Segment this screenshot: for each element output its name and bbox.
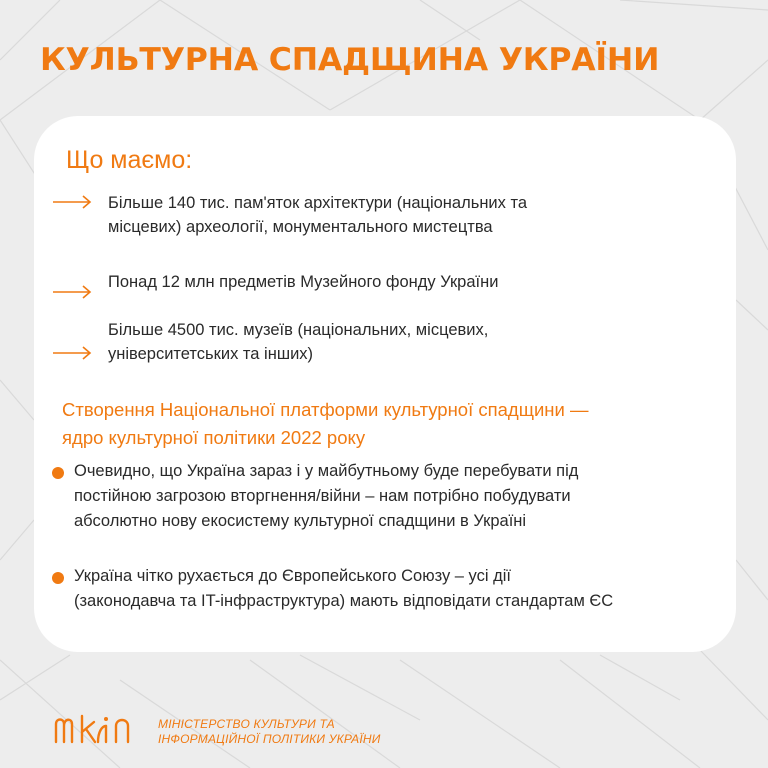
fact-text bbox=[108, 191, 708, 239]
fact-text-line: Більше 140 тис. пам'яток архітектури (національних та bbox=[108, 194, 528, 212]
subheading bbox=[62, 396, 722, 452]
bullet-text-line: абсолютно нову екосистему культурної спадщини в Україні bbox=[74, 512, 527, 530]
bullet-dot-icon bbox=[52, 572, 64, 584]
mkin-logo-icon bbox=[54, 712, 152, 748]
arrow-right-icon bbox=[52, 346, 92, 360]
bullet-text-line: (законодавча та IT-інфраструктура) мають відповідати стандартам ЄС bbox=[74, 592, 614, 610]
fact-text-line: Більше 4500 тис. музеїв (національних, місцевих, bbox=[108, 321, 489, 339]
page-title: КУЛЬТУРНА СПАДЩИНА УКРАЇНИ bbox=[40, 42, 660, 78]
bullet-text-line: Очевидно, що Україна зараз і у майбутньому буде перебувати під bbox=[74, 462, 579, 480]
fact-text-line: Понад 12 млн предметів Музейного фонду України bbox=[108, 273, 499, 291]
arrow-right-icon bbox=[52, 285, 92, 299]
section-heading: Що маємо: bbox=[66, 146, 193, 174]
bullet-dot-icon bbox=[52, 467, 64, 479]
subheading-line: ядро культурної політики 2022 року bbox=[62, 427, 366, 448]
fact-text bbox=[108, 318, 708, 366]
fact-text-line: місцевих) археології, монументального мистецтва bbox=[108, 218, 493, 236]
bullet-text-line: Україна чітко рухається до Європейського Союзу – усі дії bbox=[74, 567, 512, 585]
subheading-line: Створення Національної платформи культурної спадщини — bbox=[62, 399, 589, 420]
bullet-text-line: постійною загрозою вторгнення/війни – нам потрібно побудувати bbox=[74, 487, 571, 505]
bullet-text bbox=[74, 459, 734, 534]
bullet-text bbox=[74, 564, 734, 614]
ministry-name-line: МІНІСТЕРСТВО КУЛЬТУРИ ТА bbox=[158, 717, 335, 731]
fact-text-line: університетських та інших) bbox=[108, 345, 314, 363]
ministry-name bbox=[158, 717, 381, 747]
fact-text bbox=[108, 270, 708, 294]
ministry-name-line: ІНФОРМАЦІЙНОЇ ПОЛІТИКИ УКРАЇНИ bbox=[158, 732, 381, 746]
arrow-right-icon bbox=[52, 195, 92, 209]
